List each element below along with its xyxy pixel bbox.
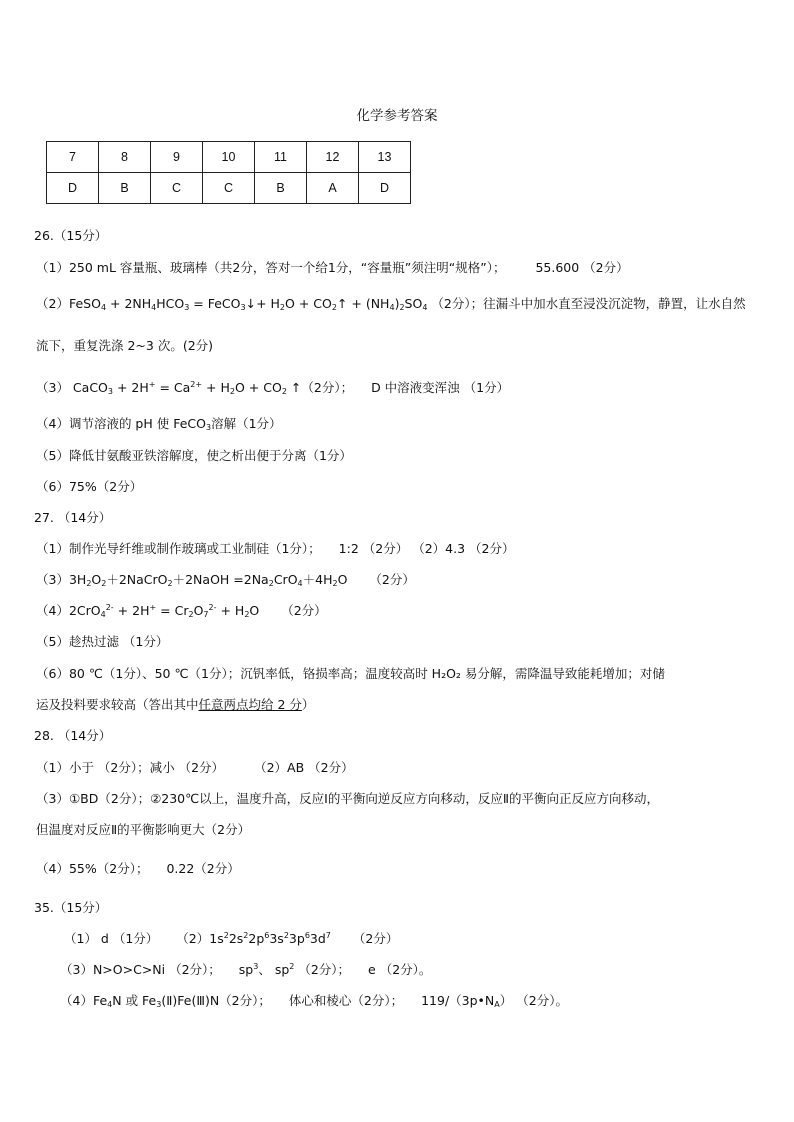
- q35-part3: （3）N>O>C>Ni （2分）； $sp^3$、 $sp^2$ （2分）； e （2分）。: [60, 962, 432, 977]
- table-cell: 11: [255, 142, 307, 173]
- q27-part3: $(3)3H_2O_2+2NaCrO_2+2NaOH =2Na_2CrO_4+4H_2O$ （2分）: [36, 572, 415, 588]
- q26-part5: （5）降低甘氨酸亚铁溶解度，使之析出便于分离（1分）: [36, 448, 352, 463]
- table-cell: 7: [47, 142, 99, 173]
- q26-part2-cont: 流下，重复洗涤 2~3 次。(2分): [36, 338, 214, 353]
- q27-header: 27. （14分）: [34, 510, 112, 525]
- q35-part4: $(4)Fe_4N$ 或 $Fe_3(Ⅱ)Fe(Ⅲ)N(2$分）； 体心和棱心（2分）； $119/(3p•N_A)$ （2分）。: [60, 993, 568, 1009]
- q26-part4: （4）调节溶液的 pH 使 FeCO$_3$溶解（1分）: [36, 416, 282, 432]
- table-cell: 12: [307, 142, 359, 173]
- q28-part3: （3）①BD（2分）；②230℃以上，温度升高，反应Ⅰ的平衡向逆反应方向移动，反应Ⅱ的平衡向正反应方向移动，: [36, 791, 660, 806]
- q26-part3: （3） CaCO$_3$ + $2H^+ = Ca^{2+} + H_2O + CO_2$ ↑（2分）； D 中溶液变浑浊 （1分）: [36, 380, 510, 396]
- q26-part6: （6）75%（2分）: [36, 479, 143, 494]
- q28-part1: （1）小于 （2分）；减小 （2分） （2）AB （2分）: [36, 760, 354, 775]
- table-row-answers: [47, 173, 411, 204]
- underlined-note: 任意两点均给 2 分: [198, 697, 302, 712]
- q27-part1: （1）制作光导纤维或制作玻璃或工业制硅（1分）； 1:2 （2分） （2）4.3 （2分）: [36, 541, 515, 556]
- table-cell: 8: [99, 142, 151, 173]
- table-cell: B: [255, 173, 307, 204]
- q27-part6: （6）80 ℃（1分）、50 ℃（1分）；沉钒率低，铬损率高；温度较高时 H₂O₂ 易分解，需降温导致能耗增加；对储: [36, 666, 665, 681]
- q28-part4: （4）55%（2分）； 0.22（2分）: [36, 861, 240, 876]
- q26-part1: [36, 260, 629, 276]
- table-row-questions: [47, 142, 411, 173]
- table-cell: C: [151, 173, 203, 204]
- q27-part4: $(4)2CrO_4^{2-} + 2H^+ = Cr_2O_7^{2-} + H_2O$ （2分）: [36, 603, 327, 619]
- answer-table: [46, 141, 411, 204]
- q26-part1-value: 55.600 （2分）: [535, 260, 629, 275]
- q27-part5: （5）趁热过滤 （1分）: [36, 634, 169, 649]
- table-cell: D: [359, 173, 411, 204]
- q35-header: 35.（15分）: [34, 900, 108, 915]
- table-cell: 10: [203, 142, 255, 173]
- page-title: 化学参考答案: [356, 108, 438, 124]
- q27-part6-cont: 运及投料要求较高（答出其中任意两点均给 2 分）: [36, 697, 315, 712]
- q26-part2: （2）FeSO$_4$ + $2NH_4HCO_3$ = FeCO$_3$↓+ $H_2O$ + $CO_2↑ + (NH_4)_2SO_4$ （2分）；往漏斗中加水直至浸没沉淀物，静置，让水自然: [36, 296, 746, 312]
- table-cell: C: [203, 173, 255, 204]
- q28-part3-cont: 但温度对反应Ⅱ的平衡影响更大（2分）: [36, 822, 251, 837]
- q26-part1-text: （1）250 mL 容量瓶、玻璃棒（共2分，答对一个给1分，“容量瓶”须注明“规格”）；: [36, 260, 506, 275]
- q26-header: 26.（15分）: [34, 228, 108, 243]
- table-cell: D: [47, 173, 99, 204]
- table-cell: B: [99, 173, 151, 204]
- q28-header: 28. （14分）: [34, 728, 112, 743]
- table-cell: 13: [359, 142, 411, 173]
- table-cell: A: [307, 173, 359, 204]
- table-cell: 9: [151, 142, 203, 173]
- q35-part1: （1） d （1分） $(2)1s^22s^22p^63s^23p^63d^7$ （2分）: [64, 931, 399, 946]
